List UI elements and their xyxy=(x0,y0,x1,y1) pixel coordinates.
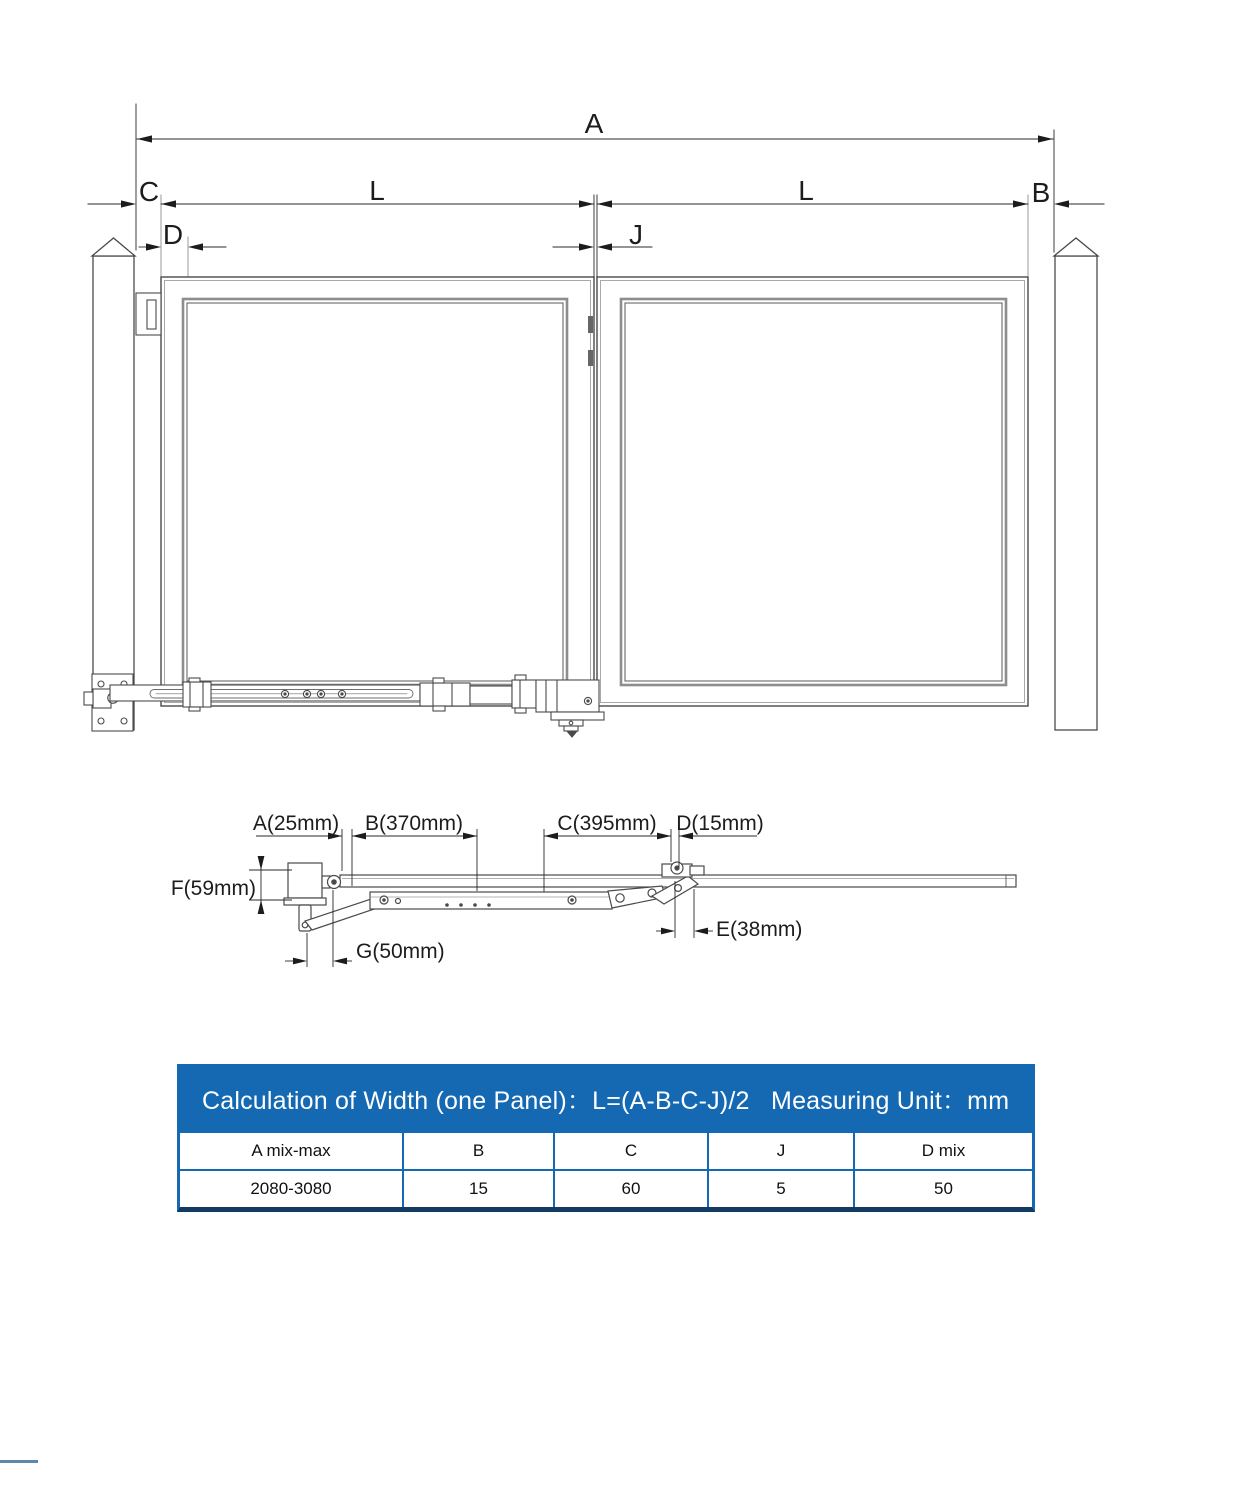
gate-panel-left xyxy=(161,277,594,706)
label-dim-c395: C(395mm) xyxy=(557,812,657,835)
calculation-table xyxy=(177,1064,1035,1212)
page-footer-line xyxy=(0,1460,38,1463)
label-dim-C: C xyxy=(138,176,160,207)
table-value-c: 60 xyxy=(553,1171,707,1207)
table-title: Calculation of Width (one Panel)：L=(A-B-C-J)/2 Measuring Unit：mm xyxy=(180,1067,1032,1131)
label-dim-D: D xyxy=(162,219,184,250)
label-dim-d15: D(15mm) xyxy=(676,812,764,835)
table-value-b: 15 xyxy=(402,1171,553,1207)
gate-panel-right xyxy=(597,277,1028,706)
label-dim-g50: G(50mm) xyxy=(356,940,445,963)
table-header-b: B xyxy=(402,1133,553,1169)
table-value-j: 5 xyxy=(707,1171,853,1207)
table-header-row xyxy=(180,1131,1032,1169)
post-mounting-plate xyxy=(84,674,133,731)
table-header-a: A mix-max xyxy=(251,1141,331,1160)
table-value-row xyxy=(180,1169,1032,1207)
label-dim-a25: A(25mm) xyxy=(252,812,340,835)
gate-bracket-front xyxy=(536,680,604,737)
dimension-C xyxy=(88,200,136,207)
label-dim-L-left: L xyxy=(369,175,385,206)
right-post xyxy=(1054,238,1098,730)
label-dim-L-right: L xyxy=(798,175,814,206)
left-post xyxy=(92,238,135,730)
table-header-j: J xyxy=(707,1133,853,1169)
label-dim-A: A xyxy=(584,108,604,139)
table-value-a: 2080-3080 xyxy=(250,1179,332,1198)
label-dim-J: J xyxy=(629,219,643,250)
table-header-c: C xyxy=(553,1133,707,1169)
table-header-dmix: D mix xyxy=(853,1133,1032,1169)
label-dim-b370: B(370mm) xyxy=(364,812,464,835)
operator-side-view xyxy=(171,812,1016,967)
table-value-dmix: 50 xyxy=(853,1171,1032,1207)
hinge-block xyxy=(136,293,161,335)
gate-bracket-side xyxy=(662,862,704,877)
label-dim-f59: F(59mm) xyxy=(170,877,256,900)
label-dim-e38: E(38mm) xyxy=(716,918,803,941)
operator-mechanism xyxy=(284,862,1016,931)
gate-front-view xyxy=(84,104,1104,737)
label-dim-B: B xyxy=(1031,177,1051,208)
dimension-B xyxy=(1054,200,1104,207)
